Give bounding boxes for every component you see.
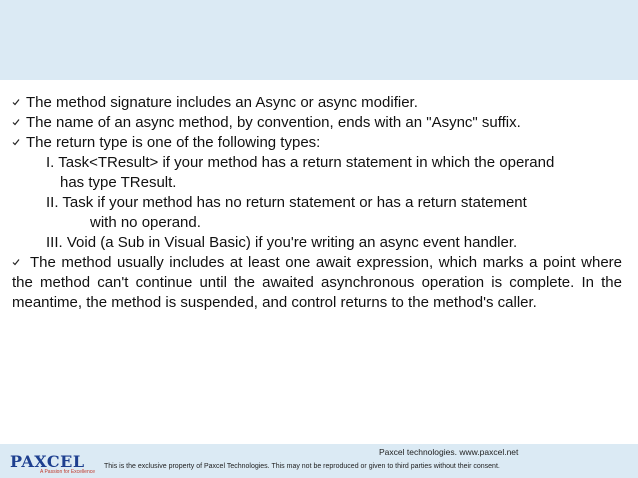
bullet-item [12, 93, 622, 113]
logo-tagline: A Passion for Excellence [40, 469, 96, 475]
bullet-text: The return type is one of the following types: [26, 134, 321, 151]
bullet-item [12, 113, 622, 133]
bullet-text: The name of an async method, by convention, ends with an "Async" suffix. [26, 114, 521, 131]
logo-text: PAXCEL [10, 452, 85, 471]
footer-site: Paxcel technologies. www.paxcel.net [379, 447, 519, 457]
bullet-paragraph-text: The method usually includes at least one await expression, which marks a point where the method can't continue until the awaited asynchronous operation is complete. In the meantime, the method is suspended, and control returns to the method's caller. [12, 254, 622, 311]
sub-item-text: III. Void (a Sub in Visual Basic) if you're writing an async event handler. [46, 234, 518, 251]
sub-item-continuation: with no operand. [90, 214, 201, 231]
sub-item-text: II. Task if your method has no return statement or has a return statement [46, 194, 527, 211]
header-band [0, 0, 638, 80]
checkmark-icon [12, 118, 20, 126]
footer-band [0, 444, 638, 478]
footer-notice: This is the exclusive property of Paxcel Technologies. This may not be reproduced or given to third parties without their consent. [104, 463, 500, 470]
checkmark-icon [12, 258, 20, 266]
paxcel-logo [10, 452, 96, 476]
bullet-text: The method signature includes an Async or async modifier. [26, 94, 418, 111]
checkmark-icon [12, 138, 20, 146]
sub-item-text: I. Task<TResult> if your method has a return statement in which the operand [46, 154, 555, 171]
checkmark-icon [12, 98, 20, 106]
bullet-item [12, 133, 622, 153]
slide-body [12, 93, 622, 313]
sub-item-continuation: has type TResult. [60, 174, 177, 191]
bullet-paragraph [12, 253, 622, 313]
